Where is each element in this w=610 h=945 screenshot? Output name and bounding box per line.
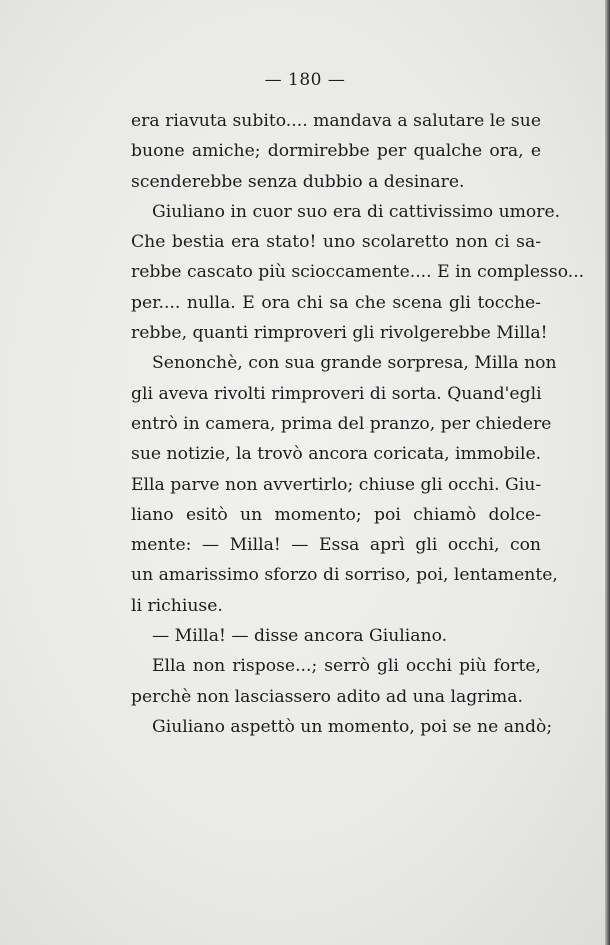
text-line: Giuliano in cuor suo era di cattivissimo umore. xyxy=(152,201,561,222)
text-line: liano esitò un momento; poi chiamò dolce- xyxy=(131,504,541,525)
text-line: rebbe, quanti rimproveri gli rivolgerebbe Milla! xyxy=(131,323,548,344)
text-line: Che bestia era stato! uno scolaretto non ci sa- xyxy=(131,232,541,253)
text-line: entrò in camera, prima del pranzo, per chiedere xyxy=(131,413,552,434)
text-line: Ella parve non avvertirlo; chiuse gli occhi. Giu- xyxy=(131,474,542,495)
text-line: buone amiche; dormirebbe per qualche ora, e xyxy=(131,141,541,162)
text-line: perchè non lasciassero adito ad una lagrima. xyxy=(131,686,523,707)
page-edge-shadow xyxy=(605,0,610,945)
text-line: Senonchè, con sua grande sorpresa, Milla non xyxy=(152,353,557,374)
text-line: rebbe cascato più scioccamente.... E in complesso... xyxy=(131,262,585,283)
text-line: — Milla! — disse ancora Giuliano. xyxy=(152,626,448,647)
text-line: sue notizie, la trovò ancora coricata, immobile. xyxy=(131,444,542,465)
text-line: li richiuse. xyxy=(131,595,223,616)
text-line: Ella non rispose...; serrò gli occhi più forte, xyxy=(152,656,541,677)
text-line: mente: — Milla! — Essa aprì gli occhi, con xyxy=(131,535,541,556)
text-line: era riavuta subito.... mandava a salutare le sue xyxy=(131,111,541,131)
body-text xyxy=(131,106,585,742)
text-line: un amarissimo sforzo di sorriso, poi, lentamente, xyxy=(131,565,558,586)
text-line: gli aveva rivolti rimproveri di sorta. Quand'egli xyxy=(131,383,542,404)
text-line: scenderebbe senza dubbio a desinare. xyxy=(131,171,465,192)
text-line: per.... nulla. E ora chi sa che scena gli tocche- xyxy=(131,292,541,313)
text-line: Giuliano aspettò un momento, poi se ne andò; xyxy=(152,716,553,737)
page-number: — 180 — xyxy=(264,70,346,90)
